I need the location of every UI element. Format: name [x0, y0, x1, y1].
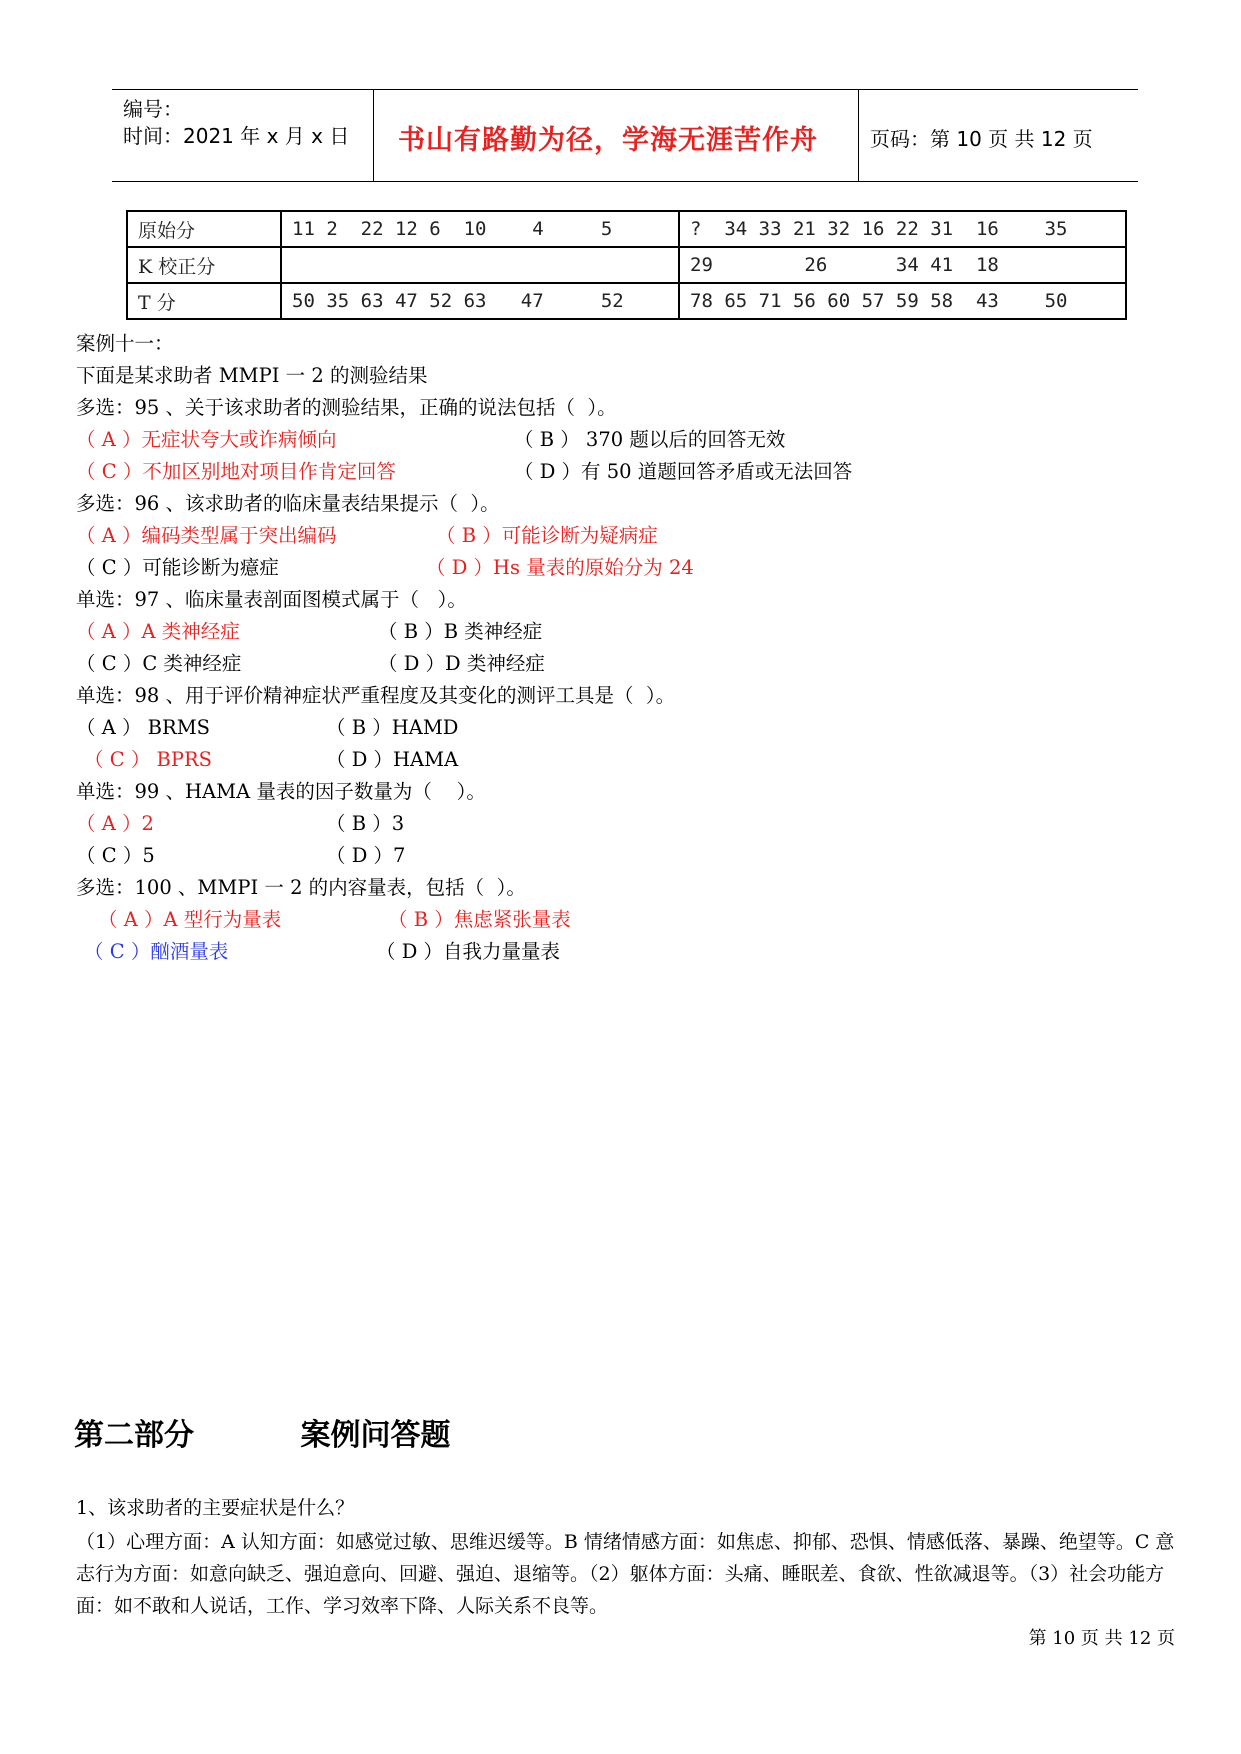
option-c: （ C ） BPRS	[84, 748, 213, 771]
option-a: （ A ） BRMS	[76, 716, 211, 739]
option-c: （ C ）5	[76, 844, 155, 867]
table-cell: 50 35 63 47 52 63 47 52	[281, 283, 679, 319]
option-a: （ A ）A 类神经症	[76, 620, 240, 643]
table-cell: ? 34 33 21 32 16 22 31 16 35	[679, 211, 1126, 247]
row-label: T 分	[127, 283, 281, 319]
section-part: 第二部分	[74, 1418, 194, 1453]
option-d: （ D ）HAMA	[326, 748, 459, 771]
case-answer: （1）心理方面：A 认知方面：如感觉过敏、思维迟缓等。B 情绪情感方面：如焦虑、抑郁、恐惧、情感低落、暴躁、绝望等。C 意志行为方面：如意向缺乏、强迫意向、回避、强迫、退缩等。（2）躯体方面：头痛、睡眠差、食欲、性欲减退等。（3）社会功能方面：如不敢和人说话，工作、学习效率下降、人际关系不良等。	[76, 1531, 1175, 1617]
section-heading	[74, 1410, 450, 1454]
option-d: （ D ）有 50 道题回答矛盾或无法回答	[514, 460, 853, 483]
header-top-rule	[112, 89, 1138, 90]
question-stem: 单选：99 、HAMA 量表的因子数量为（ ）。	[76, 780, 486, 803]
question-stem: 多选：95 、关于该求助者的测验结果，正确的说法包括（ ）。	[76, 396, 617, 419]
option-a: （ A ）编码类型属于突出编码	[76, 524, 337, 547]
option-d: （ D ）7	[326, 844, 406, 867]
option-b: （ B ）HAMD	[326, 716, 459, 739]
table-cell: 78 65 71 56 60 57 59 58 43 50	[679, 283, 1126, 319]
header-divider-right	[858, 89, 859, 182]
option-d: （ D ）D 类神经症	[378, 652, 545, 675]
option-d: （ D ）自我力量量表	[376, 940, 561, 963]
table-cell	[281, 247, 679, 283]
option-a: （ A ）无症状夸大或诈病倾向	[76, 428, 337, 451]
table-row	[127, 211, 1126, 247]
question-stem: 多选：100 、MMPI 一 2 的内容量表，包括（ ）。	[76, 876, 526, 899]
table-cell: 29 26 34 41 18	[679, 247, 1126, 283]
option-a: （ A ）A 型行为量表	[98, 908, 282, 931]
row-label: 原始分	[127, 211, 281, 247]
option-b: （ B ）焦虑紧张量表	[388, 908, 571, 931]
option-b: （ B ）可能诊断为疑病症	[436, 524, 658, 547]
row-label: K 校正分	[127, 247, 281, 283]
table-row	[127, 283, 1126, 319]
case-title: 案例十一：	[76, 332, 174, 355]
case-intro: 下面是某求助者 MMPI 一 2 的测验结果	[76, 364, 428, 387]
option-c: （ C ）C 类神经症	[76, 652, 242, 675]
option-b: （ B ）B 类神经症	[378, 620, 543, 643]
option-a: （ A ）2	[76, 812, 154, 835]
table-cell: 11 2 22 12 6 10 4 5	[281, 211, 679, 247]
option-d: （ D ）Hs 量表的原始分为 24	[426, 556, 694, 579]
document-date-label: 时间：2021 年 x 月 x 日	[123, 124, 350, 148]
table-row	[127, 247, 1126, 283]
option-b: （ B ） 370 题以后的回答无效	[514, 428, 786, 451]
header-motto: 书山有路勤为径，学海无涯苦作舟	[398, 125, 818, 156]
option-c: （ C ）酗酒量表	[84, 940, 229, 963]
question-stem: 多选：96 、该求助者的临床量表结果提示（ ）。	[76, 492, 500, 515]
header-page-label: 页码：第 10 页 共 12 页	[870, 127, 1093, 151]
option-c: （ C ）不加区别地对项目作肯定回答	[76, 460, 396, 483]
mmpi-score-table	[126, 210, 1127, 320]
case-question: 1、该求助者的主要症状是什么？	[76, 1497, 355, 1519]
section-title: 案例问答题	[300, 1418, 451, 1453]
option-c: （ C ）可能诊断为癔症	[76, 556, 279, 579]
document-number-label: 编号：	[123, 97, 183, 121]
question-stem: 单选：98 、用于评价精神症状严重程度及其变化的测评工具是（ ）。	[76, 684, 676, 707]
page-footer: 第 10 页 共 12 页	[1028, 1628, 1175, 1649]
header-divider-left	[373, 89, 374, 182]
option-b: （ B ）3	[326, 812, 405, 835]
question-stem: 单选：97 、临床量表剖面图模式属于（ ）。	[76, 588, 467, 611]
header-bottom-rule	[112, 181, 1138, 182]
